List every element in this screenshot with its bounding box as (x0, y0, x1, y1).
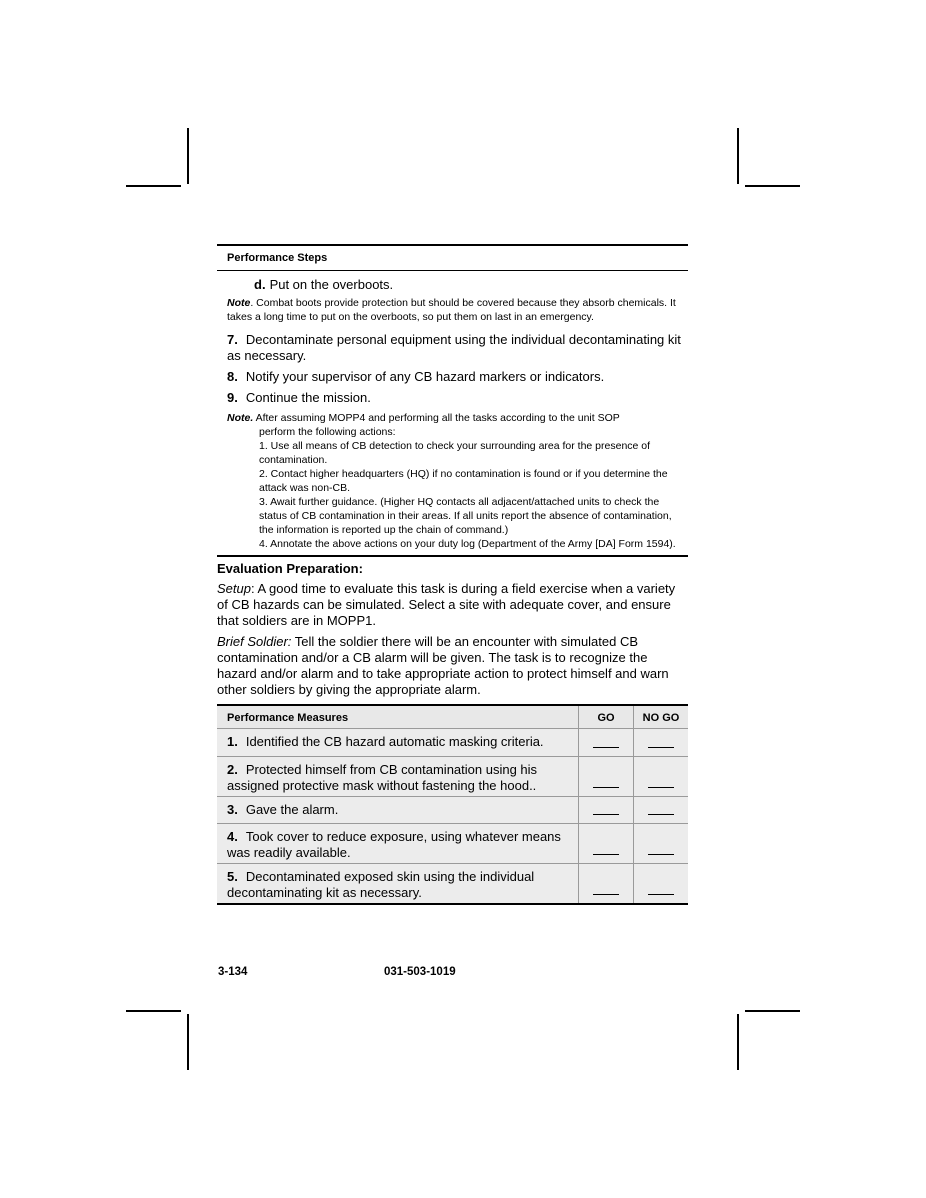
table-header-row (217, 705, 688, 729)
no-go-blank[interactable] (634, 757, 689, 797)
sub-step: d. Put on the overboots. (254, 277, 394, 292)
crop-mark (745, 185, 800, 187)
page-number: 3-134 (218, 966, 248, 978)
go-blank[interactable] (579, 824, 634, 864)
performance-steps-header: Performance Steps (217, 244, 688, 271)
note-item: 1. Use all means of CB detection to check your surrounding area for the presence of contamination. (259, 440, 651, 466)
no-go-blank[interactable] (634, 864, 689, 905)
page-content (217, 244, 688, 905)
performance-measures-table (217, 704, 688, 905)
crop-mark (187, 1014, 189, 1070)
table-row: 1. Identified the CB hazard automatic masking criteria. (217, 729, 688, 757)
no-go-blank[interactable] (634, 824, 689, 864)
crop-mark (126, 185, 181, 187)
step-7: 7. Decontaminate personal equipment using the individual decontaminating kit as necessary. (227, 332, 681, 363)
no-go-blank[interactable] (634, 729, 689, 757)
evaluation-preparation (217, 555, 688, 698)
go-blank[interactable] (579, 797, 634, 824)
table-row: 5. Decontaminated exposed skin using the individual decontaminating kit as necessary. (217, 864, 688, 905)
go-blank[interactable] (579, 729, 634, 757)
table-row: 4. Took cover to reduce exposure, using whatever means was readily available. (217, 824, 688, 864)
crop-mark (737, 128, 739, 184)
note-overboots: Note. Combat boots provide protection but should be covered because they absorb chemicals. It takes a long time to put on the overboots, so put them on last in an emergency. (227, 297, 676, 323)
step-8: 8. Notify your supervisor of any CB hazard markers or indicators. (227, 369, 605, 384)
no-go-blank[interactable] (634, 797, 689, 824)
crop-mark (737, 1014, 739, 1070)
crop-mark (126, 1010, 181, 1012)
performance-measures-header: Performance Measures (217, 705, 579, 729)
crop-mark (745, 1010, 800, 1012)
task-number: 031-503-1019 (384, 966, 456, 978)
go-blank[interactable] (579, 864, 634, 905)
go-header: GO (579, 705, 634, 729)
brief-soldier-paragraph: Brief Soldier: Tell the soldier there will be an encounter with simulated CB contamination and/or a CB alarm will be given. The task is to recognize the hazard and/or alarm and to take appropriate action to protect himself and warn other soldiers by giving the appropriate alarm. (217, 634, 669, 697)
step-9: 9. Continue the mission. (227, 390, 371, 405)
note-mopp4-actions: Note. After assuming MOPP4 and performing all the tasks according to the unit SOP perform the following actions: 1. Use all means of CB detection to check your surrounding area for the presence of contamination. 2. Contact higher headquarters (HQ) if no contamination is found or if you determine the attack was non-CB. 3. Await further guidance. (Higher HQ contacts all adjacent/attached units to check the status of CB contamination in their areas. If all units report the absence of contamination, the information is reported up the chain of command.) 4. Annotate the above actions on your duty log (Department of the Army [DA] Form 1594). (217, 411, 688, 551)
setup-paragraph: Setup: A good time to evaluate this task is during a field exercise when a variety of CB hazards can be simulated. Select a site with adequate cover, and ensure that soldiers are in MOPP1. (217, 581, 676, 628)
table-row: 3. Gave the alarm. (217, 797, 688, 824)
note-item: 2. Contact higher headquarters (HQ) if no contamination is found or if you determine the attack was non-CB. (259, 468, 668, 494)
note-item: 3. Await further guidance. (Higher HQ contacts all adjacent/attached units to check the status of CB contamination in their areas. If all units report the absence of contamination, the information is reported up the chain of command.) (259, 496, 672, 536)
evaluation-title: Evaluation Preparation: (217, 561, 363, 576)
crop-mark (187, 128, 189, 184)
go-blank[interactable] (579, 757, 634, 797)
table-row: 2. Protected himself from CB contamination using his assigned protective mask without fastening the hood.. (217, 757, 688, 797)
no-go-header: NO GO (634, 705, 689, 729)
note-item: 4. Annotate the above actions on your duty log (Department of the Army [DA] Form 1594). (259, 538, 676, 550)
